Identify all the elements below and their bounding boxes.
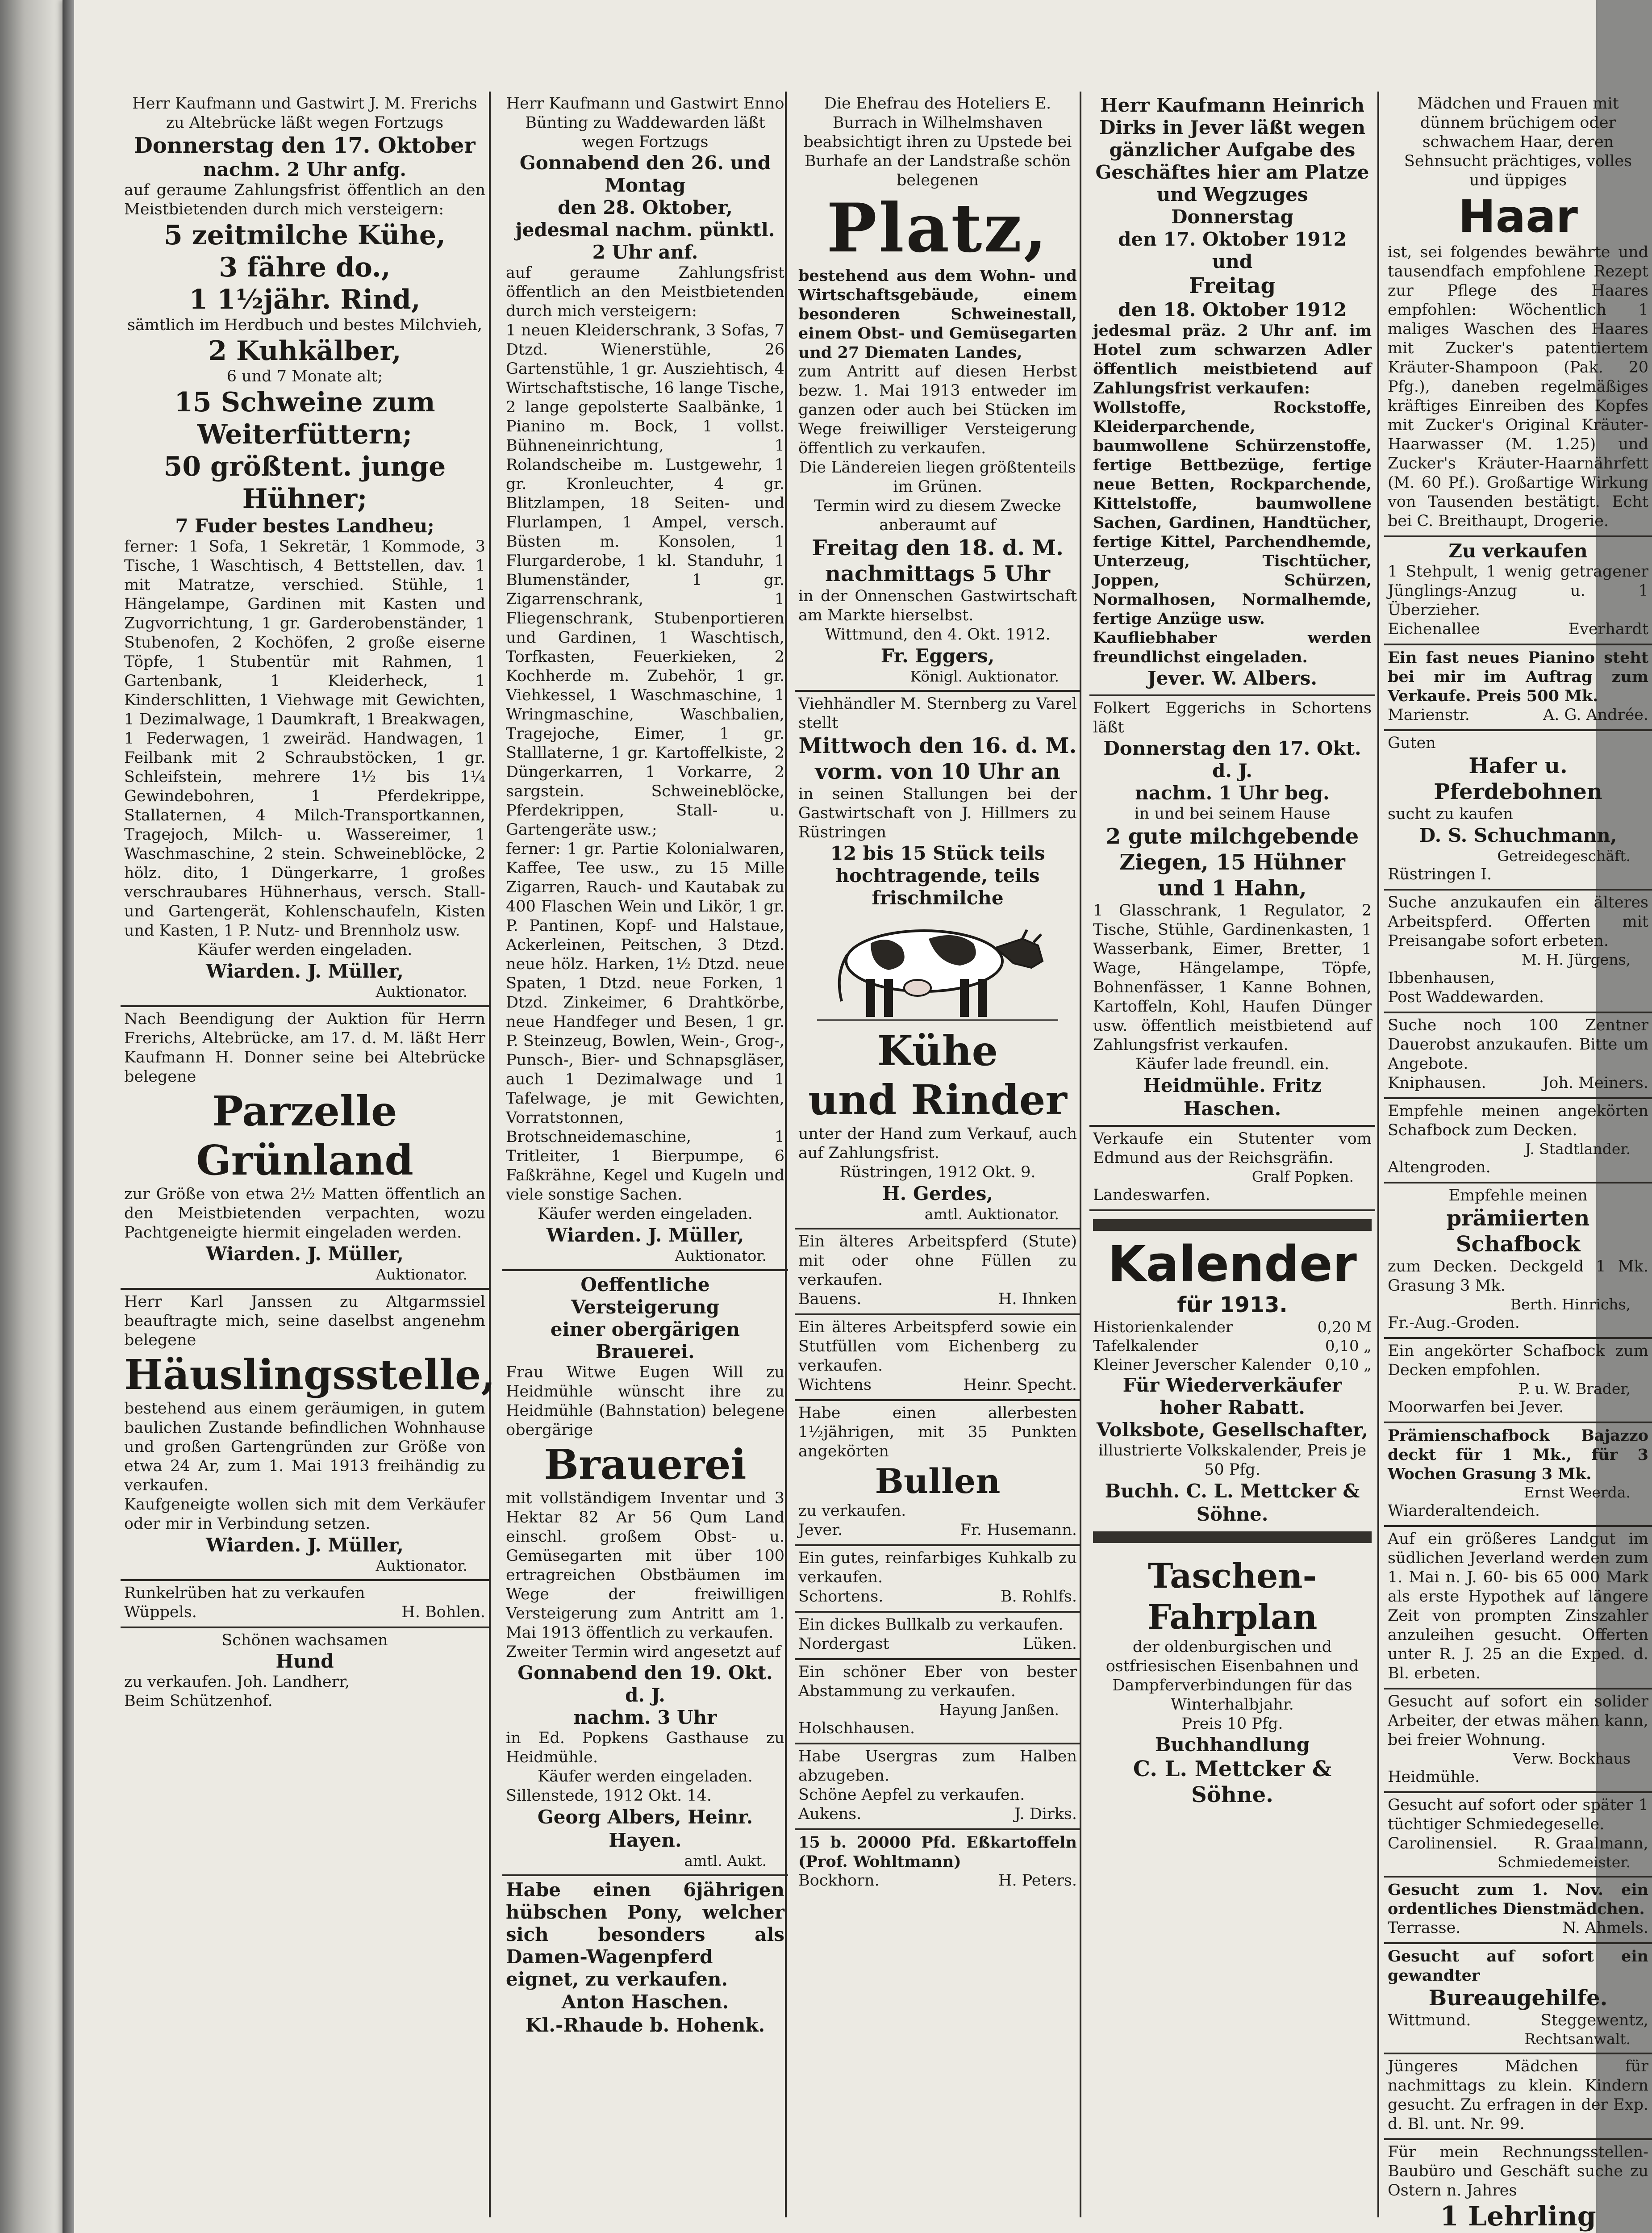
ad-signature: H. Bohlen.: [401, 1603, 485, 1621]
ad-body: Die Ländereien liegen größtenteils im Grünen.: [799, 459, 1076, 496]
ad-date: Freitag den 18. d. M.: [812, 535, 1064, 560]
ad-body: Schöne Aepfel zu verkaufen.: [798, 1786, 1025, 1804]
ad-headline: Haar: [1458, 190, 1578, 243]
ad-signature: Buchh. C. L. Mettcker & Söhne.: [1105, 1480, 1360, 1525]
ad-body: ferner: 1 Sofa, 1 Sekretär, 1 Kommode, 3 Tische, 1 Waschtisch, 4 Bettstellen, dav. 1 mit Matratze, verschied. Stühle, 1 Hängelampe, Gardinen mit Kasten und Zugvorrichtung, 1 gr. Garderobenständer, 1 Stubenofen, 2 Kochöfen, 2 große eiserne Töpfe, 1 Stubentür mit Rahmen, 1 Gartenbank, 1 Kleiderheck, 1 Kinderschlitten, 1 Viehwage mit Gewichten, 1 Dezimalwage, 1 Daumkraft, 1 Breakwagen, 1 Federwagen, 1 zweiräd. Handwagen, 1 Feilbank mit 2 Schraubstöcken, 1 gr. Schleifstein, mehrere 1½ bis 1¼ Gewindebohren, 1 Pferdekrippe, Stallaternen, 4 Milch-Transportkannen, Tragejoch, Milch- u. Wassereimer, 1 Waschmaschine, 2 stein. Schweineblöcke, 2 hölz. dito, 1 Düngerkarre, 1 großes verschraubares Hühnerhaus, versch. Stall- und Gartengerät, Kohlenschaufeln, Kisten und Kasten, 1 P. Nutz- und Brennholz usw.: [124, 538, 485, 940]
ad-signature: Ernst Weerda.: [1523, 1484, 1631, 1501]
ad-bajazzo: [1384, 1423, 1652, 1527]
ad-body: Wollstoffe, Rockstoffe, Kleiderparchende, baumwollene Schürzenstoffe, fertige Bettbezüge, fertige neue Betten, Rockparchende, Kittelstoffe, baumwollene Sachen, Gardinen, Handtücher, fertige Kittel, Parchendhemde, Unterzeug, Tischtücher, Joppen, Schürzen, Normalhosen, Normalhemde, fertige Anzüge usw.: [1093, 398, 1372, 628]
ad-body: zu verkaufen. Joh. Landherr,: [124, 1673, 350, 1691]
ad-headline: Bullen: [875, 1461, 1001, 1501]
newspaper-page: [63, 0, 1648, 2233]
ad-place: Kl.-Rhaude b. Hohenk.: [525, 2014, 765, 2036]
ad-signature: B. Rohlfs.: [1000, 1588, 1077, 1606]
ad-headline: Taschen-Fahrplan: [1147, 1556, 1318, 1637]
ad-body: Gesucht auf sofort oder später 1 tüchtiger Schmiedegeselle.: [1388, 1796, 1648, 1833]
ad-body: Suche anzukaufen ein älteres Arbeitspferd. Offerten mit Preisangabe sofort erbeten.: [1388, 894, 1648, 950]
ad-kalender: [1089, 1211, 1375, 1553]
ad-signature: Wiarden. J. Müller,: [206, 1534, 404, 1556]
ad-arbeitspferd-gesucht: [1384, 891, 1652, 1013]
ad-role: Auktionator.: [375, 1557, 467, 1574]
ad-terms: auf geraume Zahlungsfrist öffentlich an den Meistbietenden durch mich versteigern:: [124, 181, 485, 218]
ad-place: Ibbenhausen,: [1388, 969, 1495, 987]
ad-headline: Parzelle Grünland: [196, 1087, 413, 1184]
ad-footer: [1388, 706, 1648, 725]
ad-place: Rüstringen, 1912 Okt. 9.: [839, 1163, 1036, 1181]
ad-place: Terrasse.: [1388, 1919, 1461, 1937]
ad-signature: Wiarden. J. Müller,: [546, 1224, 744, 1246]
ad-body: Gesucht auf sofort ein solider Arbeiter, der etwas mähen kann, bei freier Wohnung.: [1388, 1693, 1648, 1749]
ad-place: Landeswarfen.: [1093, 1186, 1210, 1204]
price-value: 0,10 „: [1325, 1337, 1372, 1355]
ad-role: Auktionator.: [375, 983, 467, 1000]
ad-runkelrueben: [121, 1581, 489, 1628]
ad-schafbock-2: [1384, 1183, 1652, 1339]
ad-sternberg-cattle: [795, 692, 1080, 1229]
ad-body: 15 b. 20000 Pfd. Eßkartoffeln (Prof. Wohltmann): [798, 1833, 1077, 1871]
ad-place: Wüppels.: [124, 1603, 197, 1621]
ad-pony: [502, 1876, 788, 2041]
ad-place: Wittmund.: [1388, 2011, 1471, 2029]
ad-headline: Hafer u. Pferdebohnen: [1434, 753, 1602, 804]
ad-place: Altengroden.: [1388, 1158, 1491, 1176]
ad-role: Schmiedemeister.: [1497, 1853, 1631, 1871]
ad-signature: P. u. W. Brader,: [1519, 1380, 1631, 1397]
ad-place: Wichtens: [798, 1376, 872, 1394]
column-rule: [489, 92, 491, 2217]
ad-headline: Hund: [275, 1650, 334, 1672]
ad-frerichs-auction: [121, 92, 489, 1007]
ad-headline: Bureaugehilfe.: [1428, 1986, 1608, 2011]
ad-bullkalb: [795, 1613, 1080, 1660]
ad-body: Für Wiederverkäufer hoher Rabatt.: [1122, 1374, 1342, 1418]
ad-body: Ein gutes, reinfarbiges Kuhkalb zu verkaufen.: [798, 1549, 1077, 1586]
page-spine: [63, 0, 74, 2233]
ad-place: Beim Schützenhof.: [124, 1692, 273, 1710]
ad-hypothek: [1384, 1527, 1652, 1689]
ad-signature: Heidmühle. Fritz Haschen.: [1143, 1075, 1322, 1120]
ad-dirks-sale: [1089, 92, 1375, 696]
ad-place: Nordergast: [798, 1635, 889, 1653]
ad-headline: für 1913.: [1177, 1292, 1288, 1317]
ad-date: Mittwoch den 16. d. M.: [798, 733, 1077, 758]
ad-body: Verkaufe ein Stutenter vom Edmund aus der Reichsgräfin.: [1093, 1130, 1372, 1167]
ad-body: Ein schöner Eber von bester Abstammung zu verkaufen.: [798, 1663, 1077, 1700]
ad-body: Jüngeres Mädchen für nachmittags zu klein. Kindern gesucht. Zu erfragen in der Exp. d. Bl. unt. Nr. 99.: [1388, 2057, 1648, 2133]
ad-invite: Kaufliebhaber werden freundlichst eingeladen.: [1093, 629, 1372, 666]
ad-item-note: 6 und 7 Monate alt;: [226, 368, 383, 385]
ad-time: nachm. 2 Uhr anfg.: [203, 159, 407, 180]
ad-place: Heidmühle.: [1388, 1768, 1480, 1786]
ad-body: Prämienschafbock Bajazzo deckt für 1 Mk., für 3 Wochen Grasung 3 Mk.: [1388, 1426, 1648, 1483]
ad-signature: Fr. Eggers,: [880, 645, 995, 667]
ad-signature: M. H. Jürgens,: [1521, 951, 1631, 968]
ad-body: Habe einen 6jährigen hübschen Pony, welcher sich besonders als Damen-Wagenpferd eignet, zu verkaufen.: [506, 1879, 784, 1990]
cow-illustration: [813, 912, 1063, 1024]
ad-date: den 18. Oktober 1912: [1118, 299, 1347, 321]
ad-signature: Georg Albers, Heinr. Hayen.: [537, 1806, 753, 1851]
ad-body: Empfehle meinen: [1448, 1187, 1588, 1204]
ad-footer: [1388, 1834, 1648, 1853]
ad-body: Termin wird zu diesem Zwecke anberaumt auf: [814, 497, 1061, 534]
price-row: [1093, 1337, 1372, 1355]
ad-body: Gesucht auf sofort ein gewandter: [1388, 1947, 1648, 1985]
ad-place: Schortens.: [798, 1588, 884, 1606]
ad-intro: Frau Witwe Eugen Will zu Heidmühle wünscht ihre zu Heidmühle (Bahnstation) belegene obergärige: [506, 1363, 784, 1439]
ad-footer: [798, 1635, 1077, 1654]
ad-haar: [1384, 92, 1652, 537]
ad-body: Ein älteres Arbeitspferd (Stute) mit oder ohne Füllen zu verkaufen.: [798, 1233, 1077, 1289]
ad-item: 50 größtent. junge Hühner;: [163, 451, 446, 514]
ad-signature: Jever. W. Albers.: [1147, 667, 1318, 689]
ad-body: bestehend aus einem geräumigen, in gutem baulichen Zustande befindlichen Wohnhause und großen Gartengründen zur Größe von etwa 24 Ar, zum 1. Mai 1913 freihändig zu verkaufen.: [124, 1400, 485, 1494]
ad-headline: 2 gute milchgebende Ziegen, 15 Hühner und 1 Hahn,: [1106, 824, 1359, 901]
ad-role: Königl. Auktionator.: [910, 668, 1059, 685]
ad-dauerobst: [1384, 1013, 1652, 1099]
ad-intro: Mädchen und Frauen mit dünnem brüchigem oder schwachem Haar, deren Sehnsucht prächtiges, volles und üppiges: [1404, 95, 1632, 189]
ad-body: Auf ein größeres Landgut im südlichen Jeverland werden zum 1. Mai n. J. 60- bis 65 000 Mark als erste Hypothek auf längere Zeit von prompten Zinszahler anzuleihen gesucht. Offerten unter R. J. 25 an die Exped. d. Bl. erbeten.: [1388, 1530, 1648, 1682]
heavy-rule: [1093, 1219, 1372, 1231]
ad-place: Moorwarfen bei Jever.: [1388, 1398, 1564, 1416]
ad-body: in seinen Stallungen bei der Gastwirtschaft von J. Hillmers zu Rüstringen: [798, 785, 1077, 841]
ad-signature: Everhardt: [1568, 620, 1648, 638]
ad-signature: J. Stadtlander.: [1525, 1140, 1631, 1158]
ad-place: Bockhorn.: [798, 1872, 880, 1890]
ad-fahrplan: [1089, 1553, 1375, 1812]
ad-date: den 28. Oktober,: [558, 197, 733, 218]
ad-item: 2 Kuhkälber,: [208, 335, 401, 367]
ad-body: 1 neuen Kleiderschrank, 3 Sofas, 7 Dtzd. Wienerstühle, 26 Gartenstühle, 1 gr. Ausziehtisch, 4 Wirtschaftstische, 16 lange Tische, 2 lange gepolsterte Saalbänke, 1 Pianino m. Bock, 1 vollst. Bühneneinrichtung, 1 Rolandscheibe m. Lustgewehr, 1 gr. Kronleuchter, 4 gr. Blitzlampen, 18 Seiten- und Flurlampen, 1 Ampel, versch. Büsten m. Konsolen, 1 Flurgarderobe, 1 kl. Standuhr, 1 Blumenständer, 1 gr. Zigarrenschrank, 1 Fliegenschrank, Stubenportieren und Gardinen, 1 Waschtisch, Torfkasten, Feuerkieken, 2 Kochherde m. Zubehör, 1 gr. Viehkessel, 1 Waschmaschine, 1 Wringmaschine, Waschbalien, Tragejoche, Eimer, 1 gr. Stalllaterne, 1 gr. Kartoffelkiste, 2 Düngerkarren, 1 Vorkarre, 2 sargstein. Schweineblöcke, Pferdekrippen, Stall- u. Gartengeräte usw.;: [506, 322, 784, 839]
ad-signature: Gralf Popken.: [1252, 1168, 1354, 1185]
ad-invite: Käufer lade freundl. ein.: [1135, 1055, 1330, 1073]
ad-footer: [798, 1871, 1077, 1890]
ad-usergras: [795, 1744, 1080, 1830]
ad-body: 1 Stehpult, 1 wenig getragener Jünglings-Anzug u. 1 Überzieher.: [1388, 563, 1648, 619]
ad-item: 15 Schweine zum Weiterfüttern;: [174, 387, 435, 450]
ad-time: vorm. von 10 Uhr an: [815, 759, 1060, 784]
ad-body: unter der Hand zum Verkauf, auch auf Zahlungsfrist.: [798, 1125, 1077, 1162]
ad-body: Ein älteres Arbeitspferd sowie ein Stutfüllen vom Eichenberg zu verkaufen.: [798, 1318, 1077, 1375]
ad-body: in Ed. Popkens Gasthause zu Heidmühle.: [506, 1729, 784, 1766]
ad-schafbock-1: [1384, 1099, 1652, 1183]
ad-body: Zweiter Termin wird angesetzt auf: [506, 1643, 781, 1661]
ad-signature: Verw. Bockhaus: [1513, 1750, 1631, 1767]
column-1: [121, 92, 496, 2217]
ad-signature: H. Ihnken: [998, 1290, 1077, 1308]
ad-signature: Wiarden. J. Müller,: [206, 1243, 404, 1265]
ad-body: Gesucht zum 1. Nov. ein ordentliches Dienstmädchen.: [1388, 1881, 1648, 1918]
ad-stehpult: [1384, 537, 1652, 645]
ad-place: Wiarderaltendeich.: [1388, 1502, 1540, 1520]
ad-body: mit vollständigem Inventar und 3 Hektar 82 Ar 56 Qum Land einschl. großem Obst- u. Gemüsegarten mit über 100 ertragreichen Obstbäumen im Wege der freiwilligen Versteigerung zum Antritt am 1. Mai 1913 öffentlich zu verkaufen.: [506, 1489, 784, 1642]
ad-body: Kaufgeneigte wollen sich mit dem Verkäufer oder mir in Verbindung setzen.: [124, 1496, 485, 1533]
ad-signature: Anton Haschen.: [561, 1991, 729, 2013]
ad-role: Getreidegeschäft.: [1497, 847, 1631, 865]
ad-signature: D. S. Schuchmann,: [1419, 824, 1617, 846]
ad-place: Fr.-Aug.-Groden.: [1388, 1314, 1520, 1332]
price-row: [1093, 1355, 1372, 1374]
heavy-rule: [1093, 1531, 1372, 1543]
ad-body: Ein fast neues Pianino steht bei mir im Auftrag zum Verkaufe. Preis 500 Mk.: [1388, 648, 1648, 705]
ad-date: Gonnabend den 19. Okt. d. J.: [517, 1662, 773, 1706]
ad-platz: [795, 92, 1080, 692]
ad-headline: Brauerei: [544, 1440, 747, 1489]
ad-body: der oldenburgischen und ostfriesischen Eisenbahnen und Dampferverbindungen für das Winterhalbjahr.: [1106, 1638, 1359, 1714]
ad-eber: [795, 1660, 1080, 1744]
ad-place: Bauens.: [798, 1290, 862, 1308]
ad-body: in der Onnenschen Gastwirtschaft am Markte hierselbst.: [798, 587, 1077, 624]
ad-intro: Herr Karl Janssen zu Altgarmssiel beauftragte mich, seine daselbst angenehm belegene: [124, 1293, 485, 1349]
ad-body: Runkelrüben hat zu verkaufen: [124, 1584, 365, 1602]
ad-arbeitspferd-1: [795, 1229, 1080, 1315]
ad-headline: Häuslingsstelle,: [124, 1351, 496, 1399]
ad-eggerichs: [1089, 696, 1375, 1127]
ad-parzelle: [121, 1007, 489, 1290]
ad-headline: 1 Lehrling: [1440, 2201, 1596, 2232]
ad-headline: und Rinder: [808, 1076, 1067, 1124]
ad-signature: Lüken.: [1022, 1635, 1077, 1653]
ad-body: zu verkaufen.: [798, 1502, 906, 1520]
ad-place: Aukens.: [798, 1805, 862, 1823]
ad-item: 3 fähre do.,: [219, 252, 391, 283]
ad-arbeitspferd-2: [795, 1315, 1080, 1401]
ad-intro: Herr Kaufmann und Gastwirt Enno Bünting zu Waddewarden läßt wegen Fortzugs: [506, 95, 784, 151]
ad-item-note: sämtlich im Herdbuch und bestes Milchvieh,: [127, 316, 483, 334]
ad-footer: [1388, 620, 1648, 639]
ad-signature: H. Gerdes,: [882, 1183, 993, 1204]
ad-headline: einer obergärigen Brauerei.: [550, 1318, 740, 1363]
ad-time: nachm. 1 Uhr beg.: [1135, 782, 1330, 804]
ad-body: Habe Usergras zum Halben abzugeben.: [798, 1748, 1077, 1785]
ad-time: jedesmal nachm. pünktl. 2 Uhr anf.: [515, 219, 775, 263]
price-value: 0,20 M: [1317, 1318, 1372, 1336]
ad-signature: Joh. Meiners.: [1543, 1074, 1648, 1092]
ad-place: Eichenallee: [1388, 620, 1480, 638]
ad-intro: Herr Kaufmann und Gastwirt J. M. Frerichs zu Altebrücke läßt wegen Fortzugs: [132, 95, 477, 132]
ad-role: Auktionator.: [375, 1266, 467, 1283]
ad-body: 1 Glasschrank, 1 Regulator, 2 Tische, Stühle, Gardinenkasten, 1 Wasserbank, Eimer, Bretter, 1 Wage, Hängelampe, Töpfe, Bohnenfässer, 1 Kanne Bohnen, Kartoffeln, Kohl, Haufen Dünger usw. öffentlich meistbietend auf Zahlungsfrist verkaufen.: [1093, 902, 1372, 1054]
ad-date: Donnerstag den 17. Oktober: [134, 133, 476, 158]
ad-headline: prämiierten Schafbock: [1446, 1206, 1590, 1257]
ad-role: amtl. Auktionator.: [924, 1205, 1059, 1223]
ad-date: den 17. Oktober 1912: [1118, 228, 1347, 250]
ad-date: Gonnabend den 26. und Montag: [519, 152, 771, 196]
ad-place: Rüstringen I.: [1388, 866, 1492, 883]
ad-bureaugehilfe: [1384, 1944, 1652, 2054]
ad-intro: Folkert Eggerichs in Schortens läßt: [1093, 699, 1372, 736]
ad-invite: Käufer werden eingeladen.: [197, 941, 413, 959]
ad-pianino: [1384, 645, 1652, 731]
ad-signature: N. Ahmels.: [1562, 1919, 1648, 1937]
ad-signature: A. G. Andrée.: [1543, 706, 1648, 724]
ad-body: jedesmal präz. 2 Uhr anf. im Hotel zum schwarzen Adler öffentlich meistbietend auf Zahlungsfrist verkaufen:: [1093, 322, 1372, 397]
ad-place: Kniphausen.: [1388, 1074, 1486, 1092]
ad-kuhkalb: [795, 1546, 1080, 1613]
ad-hund: [121, 1628, 489, 1715]
price-row: [1093, 1318, 1372, 1337]
ad-hafer: [1384, 731, 1652, 891]
ad-footer: [798, 1521, 1077, 1540]
ad-body: in und bei seinem Hause: [1134, 805, 1331, 823]
ad-date: Donnerstag: [1171, 206, 1293, 228]
ad-body: zum Decken. Deckgeld 1 Mk. Grasung 3 Mk.: [1388, 1258, 1648, 1295]
ad-signature: Hayung Janßen.: [939, 1701, 1059, 1719]
ad-footer: [798, 1805, 1077, 1824]
ad-body: Ein dickes Bullkalb zu verkaufen.: [798, 1616, 1064, 1634]
ad-lehrling: [1384, 2140, 1652, 2233]
ad-place: Wittmund, den 4. Okt. 1912.: [825, 626, 1051, 644]
price-item: Tafelkalender: [1093, 1337, 1198, 1355]
ad-arbeiter: [1384, 1689, 1652, 1793]
price-value: 0,10 „: [1325, 1356, 1372, 1374]
ad-footer: [1388, 1074, 1648, 1093]
ad-dienstmaedchen: [1384, 1878, 1652, 1944]
ad-signature: Berth. Hinrichs,: [1510, 1296, 1631, 1313]
ad-body: Buchhandlung: [1155, 1734, 1310, 1756]
ad-footer: [798, 1587, 1077, 1606]
ad-invite: Käufer werden eingeladen.: [538, 1205, 753, 1223]
column-rule: [1377, 92, 1379, 2217]
ad-body: bestehend aus dem Wohn- und Wirtschaftsgebäude, einem besonderen Schweinestall, einem Obst- und Gemüsegarten und 27 Diematen Landes,: [798, 267, 1077, 362]
ad-signature: Steggewentz,: [1540, 2011, 1648, 2029]
ad-signature: C. L. Mettcker & Söhne.: [1133, 1756, 1332, 1807]
ad-brauerei: [502, 1271, 788, 1876]
column-4: [1089, 92, 1375, 2217]
ad-body: ist, sei folgendes bewährte und tausendfach empfohlene Rezept zur Pflege des Haares empfohlen: Wöchentlich 1 maliges Waschen des Haares mit Zucker's patentiertem Kräuter-Shampoon (Pak. 20 Pfg.), daneben regelmäßiges kräftiges Einreiben des Kopfes mit Zucker's Original Kräuter-Haarwasser (M. 1.25) und Zucker's Kräuter-Haarnährfett (M. 60 Pf.). Großartige Wirkung von Tausenden bestätigt. Echt bei C. Breithaupt, Drogerie.: [1388, 243, 1648, 530]
column-3: [795, 92, 1080, 2217]
ad-footer: [1388, 2011, 1648, 2030]
ad-intro: Die Ehefrau des Hoteliers E. Burrach in Wilhelmshaven beabsichtigt ihren zu Upstede bei Burhafe an der Landstraße schön belegenen: [803, 95, 1072, 189]
ad-signature: J. Dirks.: [1014, 1805, 1077, 1823]
ad-body: Volksbote, Gesellschafter,: [1097, 1419, 1368, 1441]
ad-body: zur Größe von etwa 2½ Matten öffentlich an den Meistbietenden verpachten, wozu Pachtgeneigte hiermit eingeladen werden.: [124, 1185, 485, 1242]
column-5: [1384, 92, 1652, 2232]
ad-body: Schönen wachsamen: [221, 1631, 388, 1649]
ad-footer: [798, 1290, 1077, 1309]
ad-intro: Herr Kaufmann Heinrich Dirks in Jever läßt wegen gänzlicher Aufgabe des Geschäftes hier am Platze und Wegzuges: [1095, 94, 1369, 205]
ad-headline: Kühe: [877, 1027, 998, 1075]
ad-time: nachm. 3 Uhr: [573, 1706, 717, 1728]
ad-time: nachmittags 5 Uhr: [825, 561, 1051, 586]
ad-body: Ein angekörter Schafbock zum Decken empfohlen.: [1388, 1342, 1648, 1379]
column-2: [502, 92, 788, 2217]
ad-headline: Oeffentliche Versteigerung: [571, 1274, 719, 1318]
ad-footer: [1388, 1919, 1648, 1938]
ad-signature: H. Peters.: [998, 1872, 1077, 1890]
ad-headline: 12 bis 15 Stück teils hochtragende, teils frischmilche: [830, 842, 1045, 909]
ad-intro: Nach Beendigung der Auktion für Herrn Frerichs, Altebrücke, am 17. d. M. läßt Herr Kaufmann H. Donner seine bei Altebrücke belegene: [124, 1010, 485, 1086]
ad-item: 1 1½jähr. Rind,: [189, 284, 421, 315]
ad-date: Freitag: [1189, 273, 1276, 298]
ad-signature: Heinr. Specht.: [963, 1376, 1077, 1394]
ad-headline: Platz,: [826, 189, 1049, 268]
ad-place: Jever.: [798, 1521, 843, 1539]
ad-body: Suche noch 100 Zentner Dauerobst anzukaufen. Bitte um Angebote.: [1388, 1016, 1648, 1073]
ad-role: amtl. Aukt.: [684, 1852, 767, 1869]
ad-place: Holschhausen.: [798, 1719, 915, 1737]
ad-place: Sillenstede, 1912 Okt. 14.: [506, 1787, 712, 1805]
ad-signature: R. Graalmann,: [1534, 1835, 1648, 1852]
ad-terms: auf geraume Zahlungsfrist öffentlich an den Meistbietenden durch mich versteigern:: [506, 264, 784, 320]
ad-headline: Zu verkaufen: [1448, 540, 1588, 562]
ad-place: Carolinensiel.: [1388, 1835, 1498, 1852]
ad-body: sucht zu kaufen: [1388, 805, 1513, 823]
ad-bullen: [795, 1401, 1080, 1546]
ad-place: Post Waddewarden.: [1388, 988, 1544, 1006]
ad-schmiedegeselle: [1384, 1793, 1652, 1878]
ad-buenting-auction: [502, 92, 788, 1271]
ad-haeuslingsstelle: [121, 1290, 496, 1581]
ad-body: ferner: 1 gr. Partie Kolonialwaren, Kaffee, Tee usw., zu 15 Mille Zigarren, Rauch- und Kautabak zu 400 Flaschen Wein und Likör, 1 gr. P. Pantinen, Kopf- und Halstaue, Ackerleinen, Peitschen, 3 Dtzd. neue hölz. Harken, 1½ Dtzd. neue Spaten, 1 Dtzd. neue Forken, 1 Dtzd. Zinkeimer, 6 Drahtkörbe, neue Handfeger und Besen, 1 gr. P. Steinzeug, Bowlen, Wein-, Grog-, Punsch-, Bier- und Schnapsgläser, auch 1 Dezimalwage und 1 Tafelwage, je mit Gewichten, Vorratstonnen, Brotschneidemaschine, 1 Tritleiter, 1 Bierpumpe, 6 Faßkrähne, Kegel und Kugeln und viele sonstige Sachen.: [506, 840, 784, 1204]
ad-body: Für mein Rechnungsstellen-Baubüro und Geschäft suche zu Ostern n. Jahres: [1388, 2143, 1648, 2200]
ad-body: Guten: [1388, 734, 1436, 752]
ad-intro: Viehhändler M. Sternberg zu Varel stellt: [798, 695, 1077, 732]
ad-maedchen: [1384, 2054, 1652, 2140]
ad-footer: [798, 1376, 1077, 1395]
ad-place: Marienstr.: [1388, 706, 1470, 724]
ad-stutenter: [1089, 1127, 1375, 1211]
ad-item: 5 zeitmilche Kühe,: [164, 220, 446, 251]
ad-headline: Kalender: [1108, 1235, 1357, 1292]
ad-footer: [124, 1603, 485, 1622]
ad-signature: Wiarden. J. Müller,: [206, 960, 404, 982]
ad-body: illustrierte Volkskalender, Preis je 50 Pfg.: [1098, 1442, 1367, 1479]
ad-role: Rechtsanwalt.: [1524, 2030, 1631, 2048]
ad-date: und: [1212, 251, 1253, 272]
ad-schafbock-3: [1384, 1339, 1652, 1423]
ad-invite: Käufer werden eingeladen.: [538, 1768, 753, 1786]
ad-body: Habe einen allerbesten 1½jährigen, mit 35 Punkten angekörten: [798, 1404, 1077, 1460]
ad-item: 7 Fuder bestes Landheu;: [175, 515, 434, 537]
ad-kartoffeln: [795, 1830, 1080, 1895]
ad-price: Preis 10 Pfg.: [1181, 1715, 1283, 1733]
ad-body: Empfehle meinen angekörten Schafbock zum Decken.: [1388, 1102, 1648, 1139]
price-item: Historienkalender: [1093, 1318, 1233, 1336]
price-item: Kleiner Jeverscher Kalender: [1093, 1356, 1311, 1374]
ad-date: Donnerstag den 17. Okt. d. J.: [1103, 737, 1361, 782]
ad-role: Auktionator.: [675, 1247, 767, 1264]
ad-body: zum Antritt auf diesen Herbst bezw. 1. Mai 1913 entweder im ganzen oder auch bei Stücken im Wege freiwilliger Versteigerung öffentlich zu verkaufen.: [798, 363, 1077, 457]
ad-signature: Fr. Husemann.: [960, 1521, 1077, 1539]
